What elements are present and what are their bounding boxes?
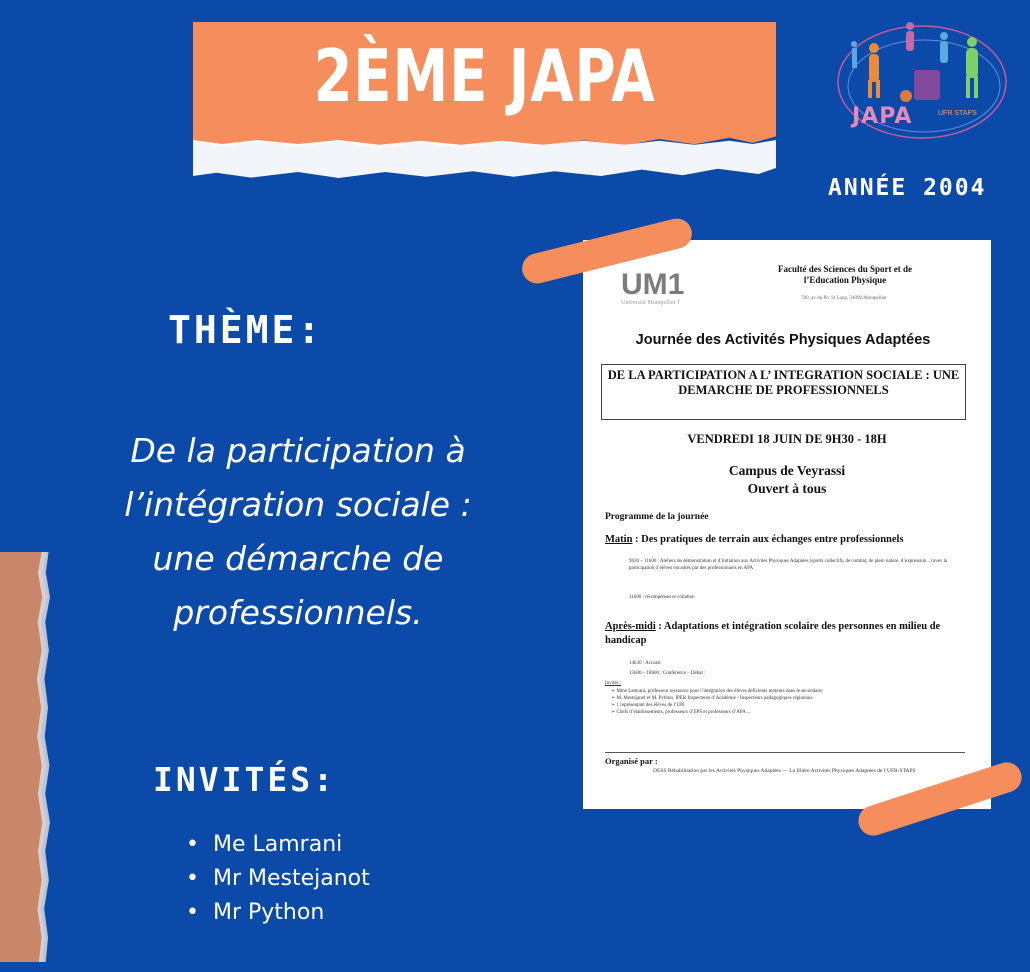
logo-text: JAPA — [852, 104, 913, 129]
flyer-invite-item: ➢ Mme Lamrani, professeur ressource pour l’intégration des élèves déficients moteurs dans le secondaire — [611, 689, 823, 694]
page-title: 2ÈME JAPA — [313, 34, 656, 118]
title-tear-edge — [193, 140, 776, 180]
flyer-campus — [583, 462, 991, 498]
flyer-invites-label: Invités : — [605, 681, 622, 686]
flyer-afternoon-detail: 14h30 : Accueil — [629, 661, 661, 666]
year-label: ANNÉE 2004 — [828, 175, 987, 201]
flyer-faculty: Faculté des Sciences du Sport et de l’Education Physique — [778, 264, 912, 285]
flyer-organizer-detail: DESS Réhabilitation par les Activités Physiques Adaptées — La filière Activités Physiques Adaptées de l’UFR-STAPS — [653, 768, 916, 774]
um1-logo: UM1 — [621, 268, 685, 301]
theme-text: De la participation à l’intégration sociale : une démarche de professionnels. — [124, 431, 472, 632]
flyer-invites-list — [611, 688, 951, 716]
flyer-morning-label: Matin — [605, 534, 633, 545]
flyer-date: VENDREDI 18 JUIN DE 9H30 - 18H — [687, 432, 887, 446]
flyer-afternoon-title: : Adaptations et intégration scolaire des personnes en milieu de handicap — [605, 621, 941, 646]
event-flyer — [583, 240, 991, 809]
logo-subtitle: UFR STAPS — [938, 110, 977, 117]
um1-logo-subtitle: Université Montpellier I — [621, 300, 680, 306]
flyer-morning-title: : Des pratiques de terrain aux échanges entre professionnels — [632, 534, 904, 545]
guest-item: • Mr Python — [186, 896, 370, 930]
flyer-divider — [605, 752, 965, 753]
guest-item: • Me Lamrani — [186, 828, 370, 862]
flyer-afternoon-detail-2: 15h00 – 18h00 : Conférence – Débat : — [629, 671, 706, 676]
flyer-address: 700, av du Pic St Loup, 34090 Montpellier — [801, 296, 887, 301]
flyer-invite-item: ➢ 1 représentant des élèves de l’UPI — [611, 703, 685, 708]
flyer-heading: Journée des Activités Physiques Adaptées — [635, 332, 931, 348]
guest-item: • Mr Mestejanot — [186, 862, 370, 896]
flyer-campus-name: Campus de Veyrassi — [728, 463, 846, 478]
flyer-invite-item: ➢ Chefs d’établissements, professeurs d’EPS et professeurs d’APA ... — [611, 710, 751, 715]
flyer-invite-item: ➢ M. Mestejanot et M. Python, IPER Inspecteurs d’Académie - Inspecteurs pédagogiques régionaux — [611, 696, 813, 701]
flyer-afternoon — [605, 620, 965, 648]
flyer-morning-detail: 9h30 – 11h00 : Ateliers de démonstration et d’initiation aux Activités Physiques Adaptées (sports collectifs, de combat, de plein nature, d’expression...) avec la participation d’élèves encadrés par des professionnels en APA — [629, 559, 948, 571]
theme-heading: THÈME: — [168, 308, 324, 352]
flyer-morning — [605, 534, 904, 545]
flyer-organizer-label: Organisé par : — [605, 756, 658, 766]
guest-list — [186, 828, 370, 930]
flyer-title-box: DE LA PARTICIPATION A L’ INTEGRATION SOCIALE : UNE DEMARCHE DE PROFESSIONNELS — [601, 364, 966, 420]
flyer-open: Ouvert à tous — [747, 481, 827, 496]
flyer-morning-detail-2: 11h00 : récompenses et collation — [629, 595, 695, 600]
flyer-afternoon-label: Après-midi — [605, 621, 656, 632]
flyer-program-label: Programme de la journée — [605, 512, 709, 522]
guests-heading: INVITÉS: — [153, 760, 336, 799]
